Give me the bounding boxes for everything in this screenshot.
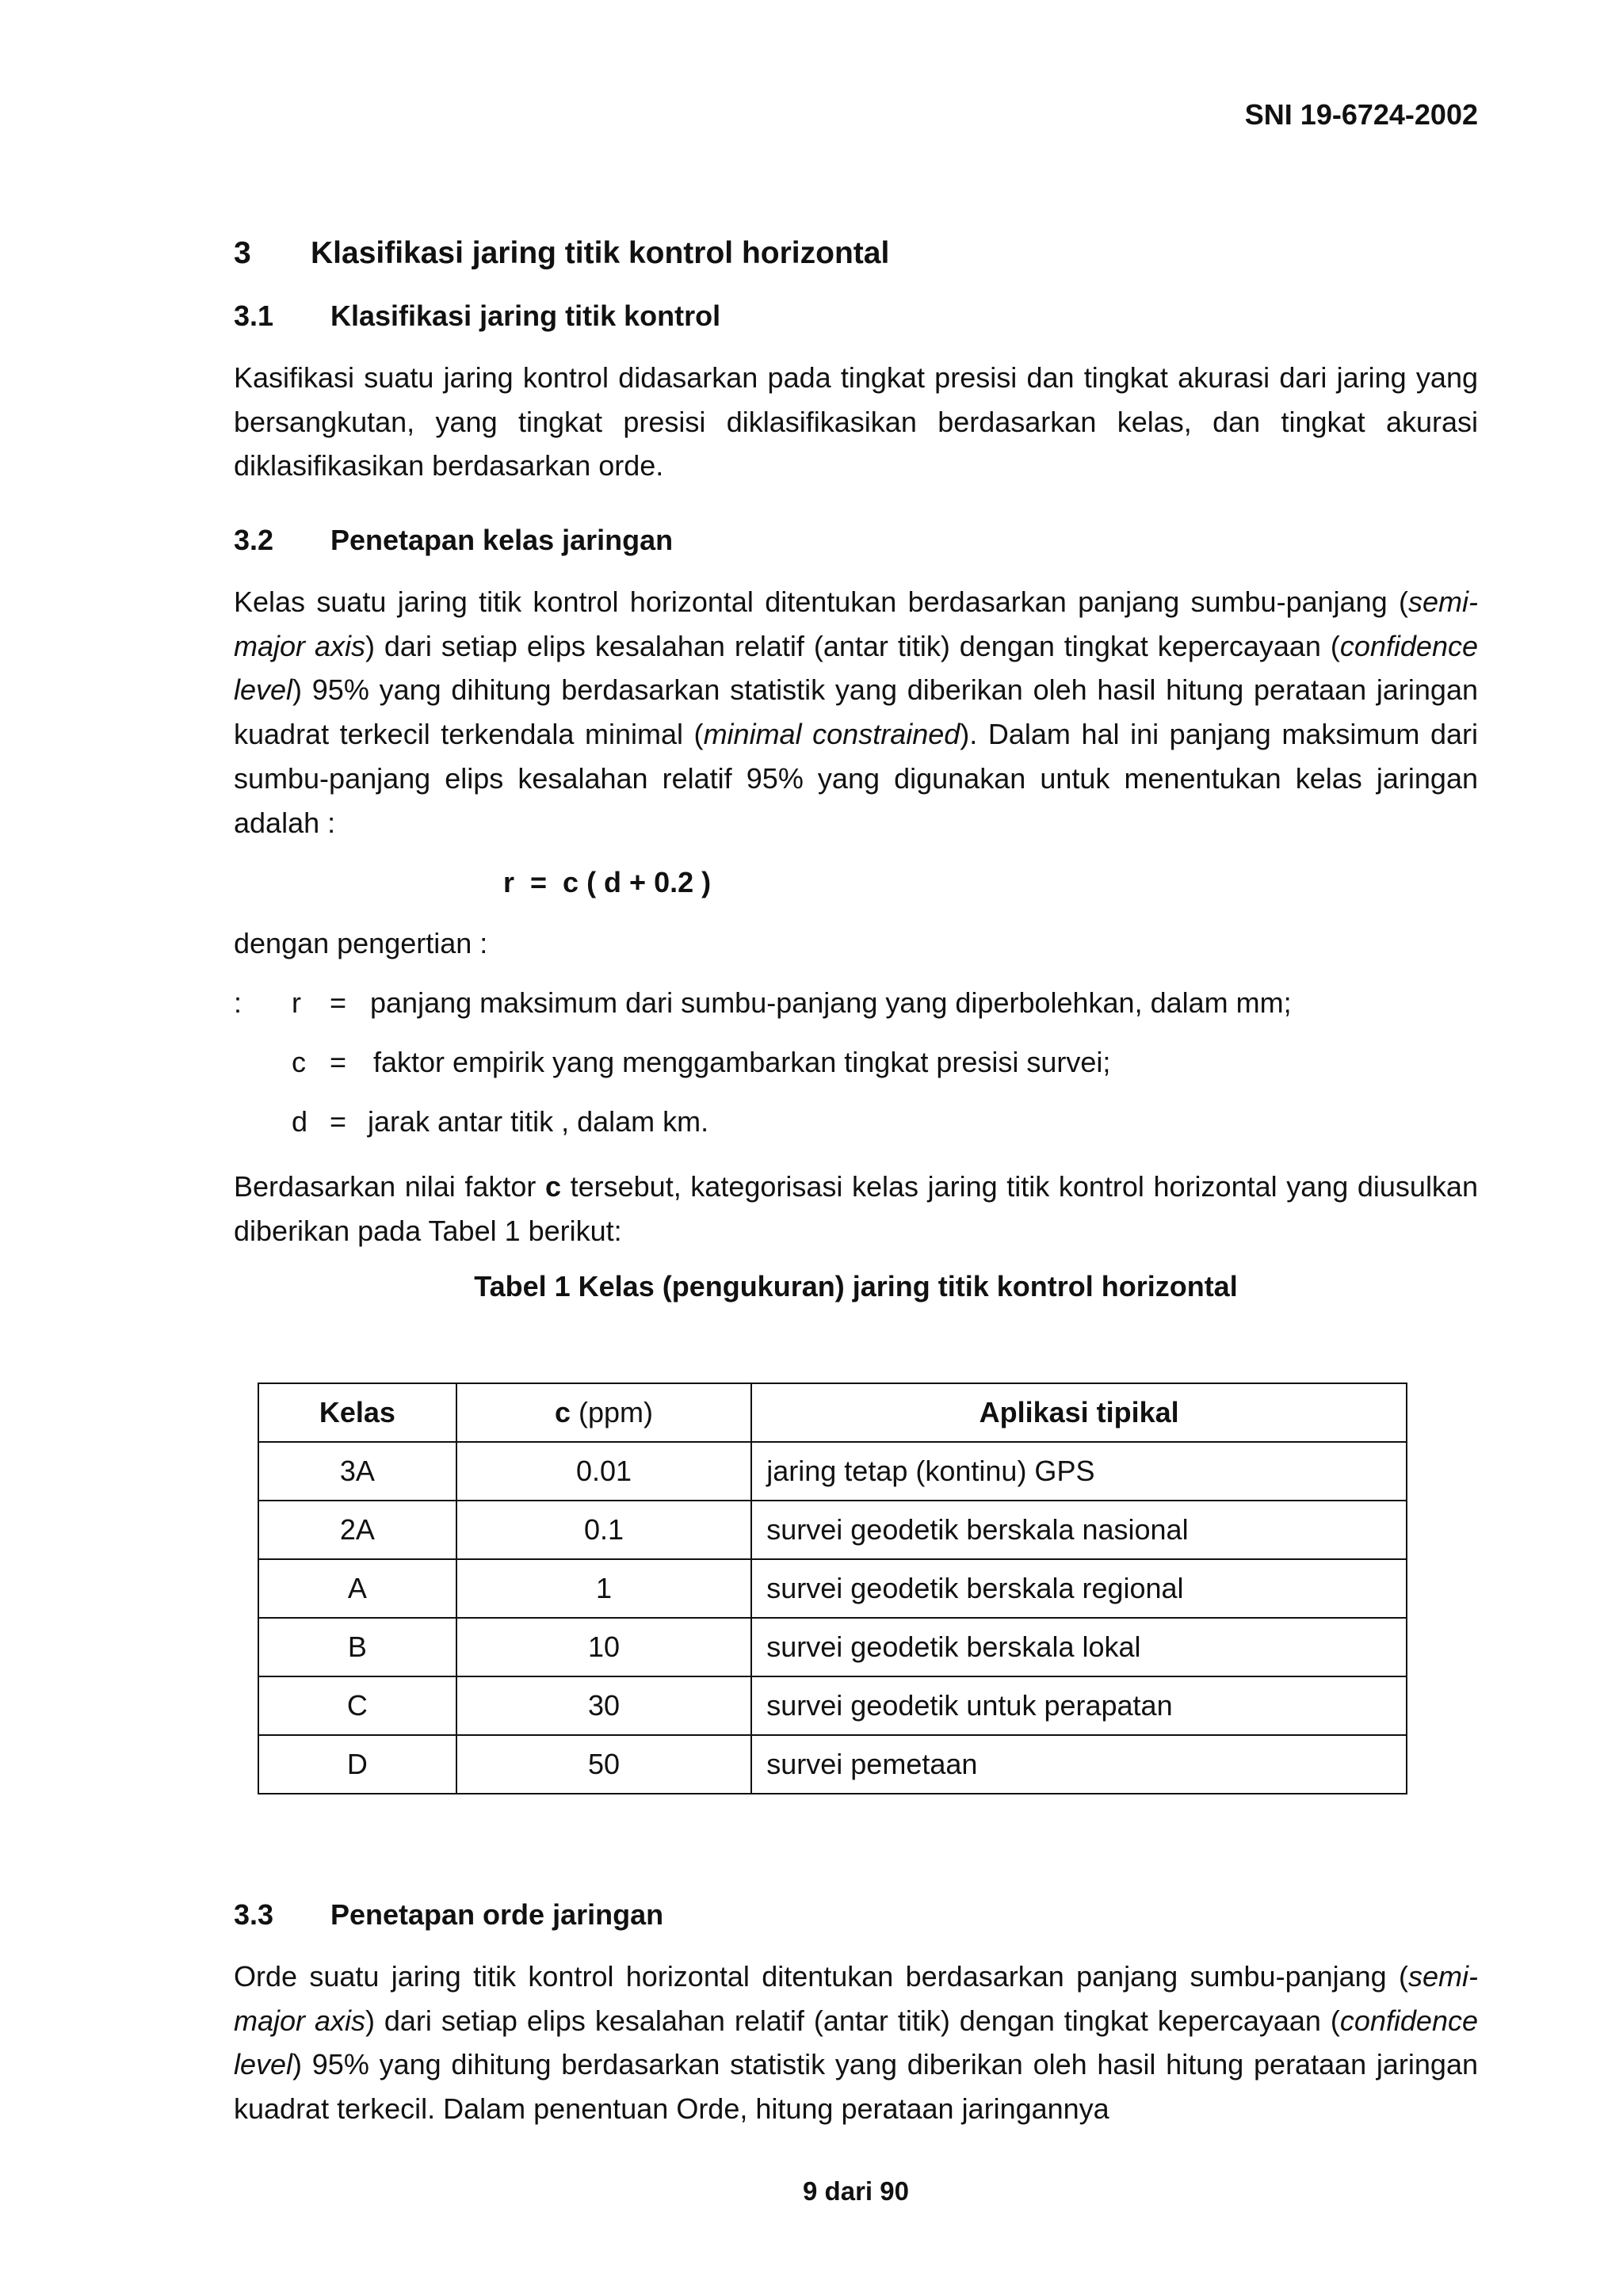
cell-c: 0.1: [456, 1501, 752, 1559]
table-row: [258, 1559, 1407, 1618]
cell-aplikasi: survei geodetik berskala regional: [751, 1559, 1407, 1618]
definition-d-symbol: d: [292, 1105, 308, 1138]
section-3-1-paragraph: Kasifikasi suatu jaring kontrol didasarkan pada tingkat presisi dan tingkat akurasi dari jaring yang bersangkutan, yang tingkat presisi diklasifikasikan berdasarkan kelas, dan tingkat akurasi diklasifikasikan berdasarkan orde.: [234, 361, 1478, 482]
cell-kelas: D: [258, 1735, 456, 1794]
cell-aplikasi: survei geodetik berskala lokal: [751, 1618, 1407, 1676]
cell-aplikasi: survei geodetik untuk perapatan: [751, 1676, 1407, 1735]
section-number: 3.1: [234, 299, 274, 332]
factor-c: c: [544, 1170, 562, 1203]
term-confidence-level: confidence level: [234, 2004, 1478, 2081]
page-number: 9 dari 90: [803, 2176, 909, 2206]
cell-kelas: B: [258, 1618, 456, 1676]
definition-r-equals: =: [330, 986, 347, 1019]
definition-d-equals: =: [330, 1105, 347, 1138]
section-title: Penetapan kelas jaringan: [330, 524, 674, 556]
section-title: Klasifikasi jaring titik kontrol horizontal: [311, 236, 890, 270]
definition-c-text: faktor empirik yang menggambarkan tingkat presisi survei;: [365, 1046, 1111, 1078]
section-3-3-heading: [234, 1898, 663, 1932]
section-number: 3.3: [234, 1898, 274, 1931]
section-number: 3.2: [234, 524, 274, 556]
cell-kelas: 3A: [258, 1442, 456, 1501]
table-row: [258, 1735, 1407, 1794]
term-semi-major-axis: semi-major axis: [234, 585, 1478, 662]
definition-c-equals: =: [330, 1046, 347, 1078]
cell-kelas: A: [258, 1559, 456, 1618]
definition-c-symbol: c: [292, 1046, 306, 1078]
table-1-caption: Tabel 1 Kelas (pengukuran) jaring titik kontrol horizontal: [474, 1270, 1238, 1302]
definition-intro: dengan pengertian :: [234, 927, 488, 959]
cell-c: 0.01: [456, 1442, 752, 1501]
cell-kelas: C: [258, 1676, 456, 1735]
term-minimal-constrained: minimal constrained: [703, 718, 960, 751]
table-row: [258, 1676, 1407, 1735]
section-3-1-heading: [234, 299, 720, 333]
term-semi-major-axis: semi-major axis: [234, 1960, 1478, 2037]
definition-r-symbol: r: [292, 986, 301, 1019]
section-title: Klasifikasi jaring titik kontrol: [330, 299, 721, 332]
table-intro-paragraph: Berdasarkan nilai faktor c tersebut, kategorisasi kelas jaring titik kontrol horizontal yang diusulkan diberikan pada Tabel 1 berikut:: [234, 1170, 1478, 1247]
header-c-ppm: c (ppm): [456, 1383, 752, 1442]
term-confidence-level: confidence level: [234, 629, 1478, 707]
table-row: [258, 1501, 1407, 1559]
document-header-id: SNI 19-6724-2002: [1244, 98, 1478, 131]
definition-d-text: jarak antar titik , dalam km.: [368, 1105, 709, 1138]
section-3-heading: [234, 236, 889, 271]
table-row: [258, 1618, 1407, 1676]
section-number: 3: [234, 236, 251, 270]
cell-c: 30: [456, 1676, 752, 1735]
cell-c: 50: [456, 1735, 752, 1794]
header-aplikasi: Aplikasi tipikal: [751, 1383, 1407, 1442]
section-3-2-paragraph: Kelas suatu jaring titik kontrol horizontal ditentukan berdasarkan panjang sumbu-panjang (semi-major axis) dari setiap elips kesalahan relatif (antar titik) dengan tingkat kepercayaan (confidence level) 95% yang dihitung berdasarkan statistik yang diberikan oleh hasil hitung perataan jaringan kuadrat terkecil terkendala minimal (minimal constrained). Dalam hal ini panjang maksimum dari sumbu-panjang elips kesalahan relatif 95% yang digunakan untuk menentukan kelas jaringan adalah :: [234, 585, 1479, 839]
definition-r: [234, 986, 242, 1020]
cell-aplikasi: survei pemetaan: [751, 1735, 1407, 1794]
cell-c: 1: [456, 1559, 752, 1618]
definition-r-text: panjang maksimum dari sumbu-panjang yang diperbolehkan, dalam mm;: [370, 986, 1292, 1019]
cell-c: 10: [456, 1618, 752, 1676]
table-1: [258, 1383, 1407, 1794]
section-3-2-heading: [234, 524, 673, 557]
cell-kelas: 2A: [258, 1501, 456, 1559]
formula: r = c ( d + 0.2 ): [503, 866, 712, 898]
table-row: [258, 1442, 1407, 1501]
definition-prefix: :: [234, 986, 242, 1019]
cell-aplikasi: jaring tetap (kontinu) GPS: [751, 1442, 1407, 1501]
header-kelas: Kelas: [258, 1383, 456, 1442]
cell-aplikasi: survei geodetik berskala nasional: [751, 1501, 1407, 1559]
section-3-3-paragraph: Orde suatu jaring titik kontrol horizontal ditentukan berdasarkan panjang sumbu-panjang (semi-major axis) dari setiap elips kesalahan relatif (antar titik) dengan tingkat kepercayaan (confidence level) 95% yang dihitung berdasarkan statistik yang diberikan oleh hasil hitung perataan jaringan kuadrat terkecil. Dalam penentuan Orde, hitung perataan jaringannya: [234, 1960, 1478, 2126]
table-header-row: [258, 1383, 1407, 1442]
section-title: Penetapan orde jaringan: [330, 1898, 664, 1931]
